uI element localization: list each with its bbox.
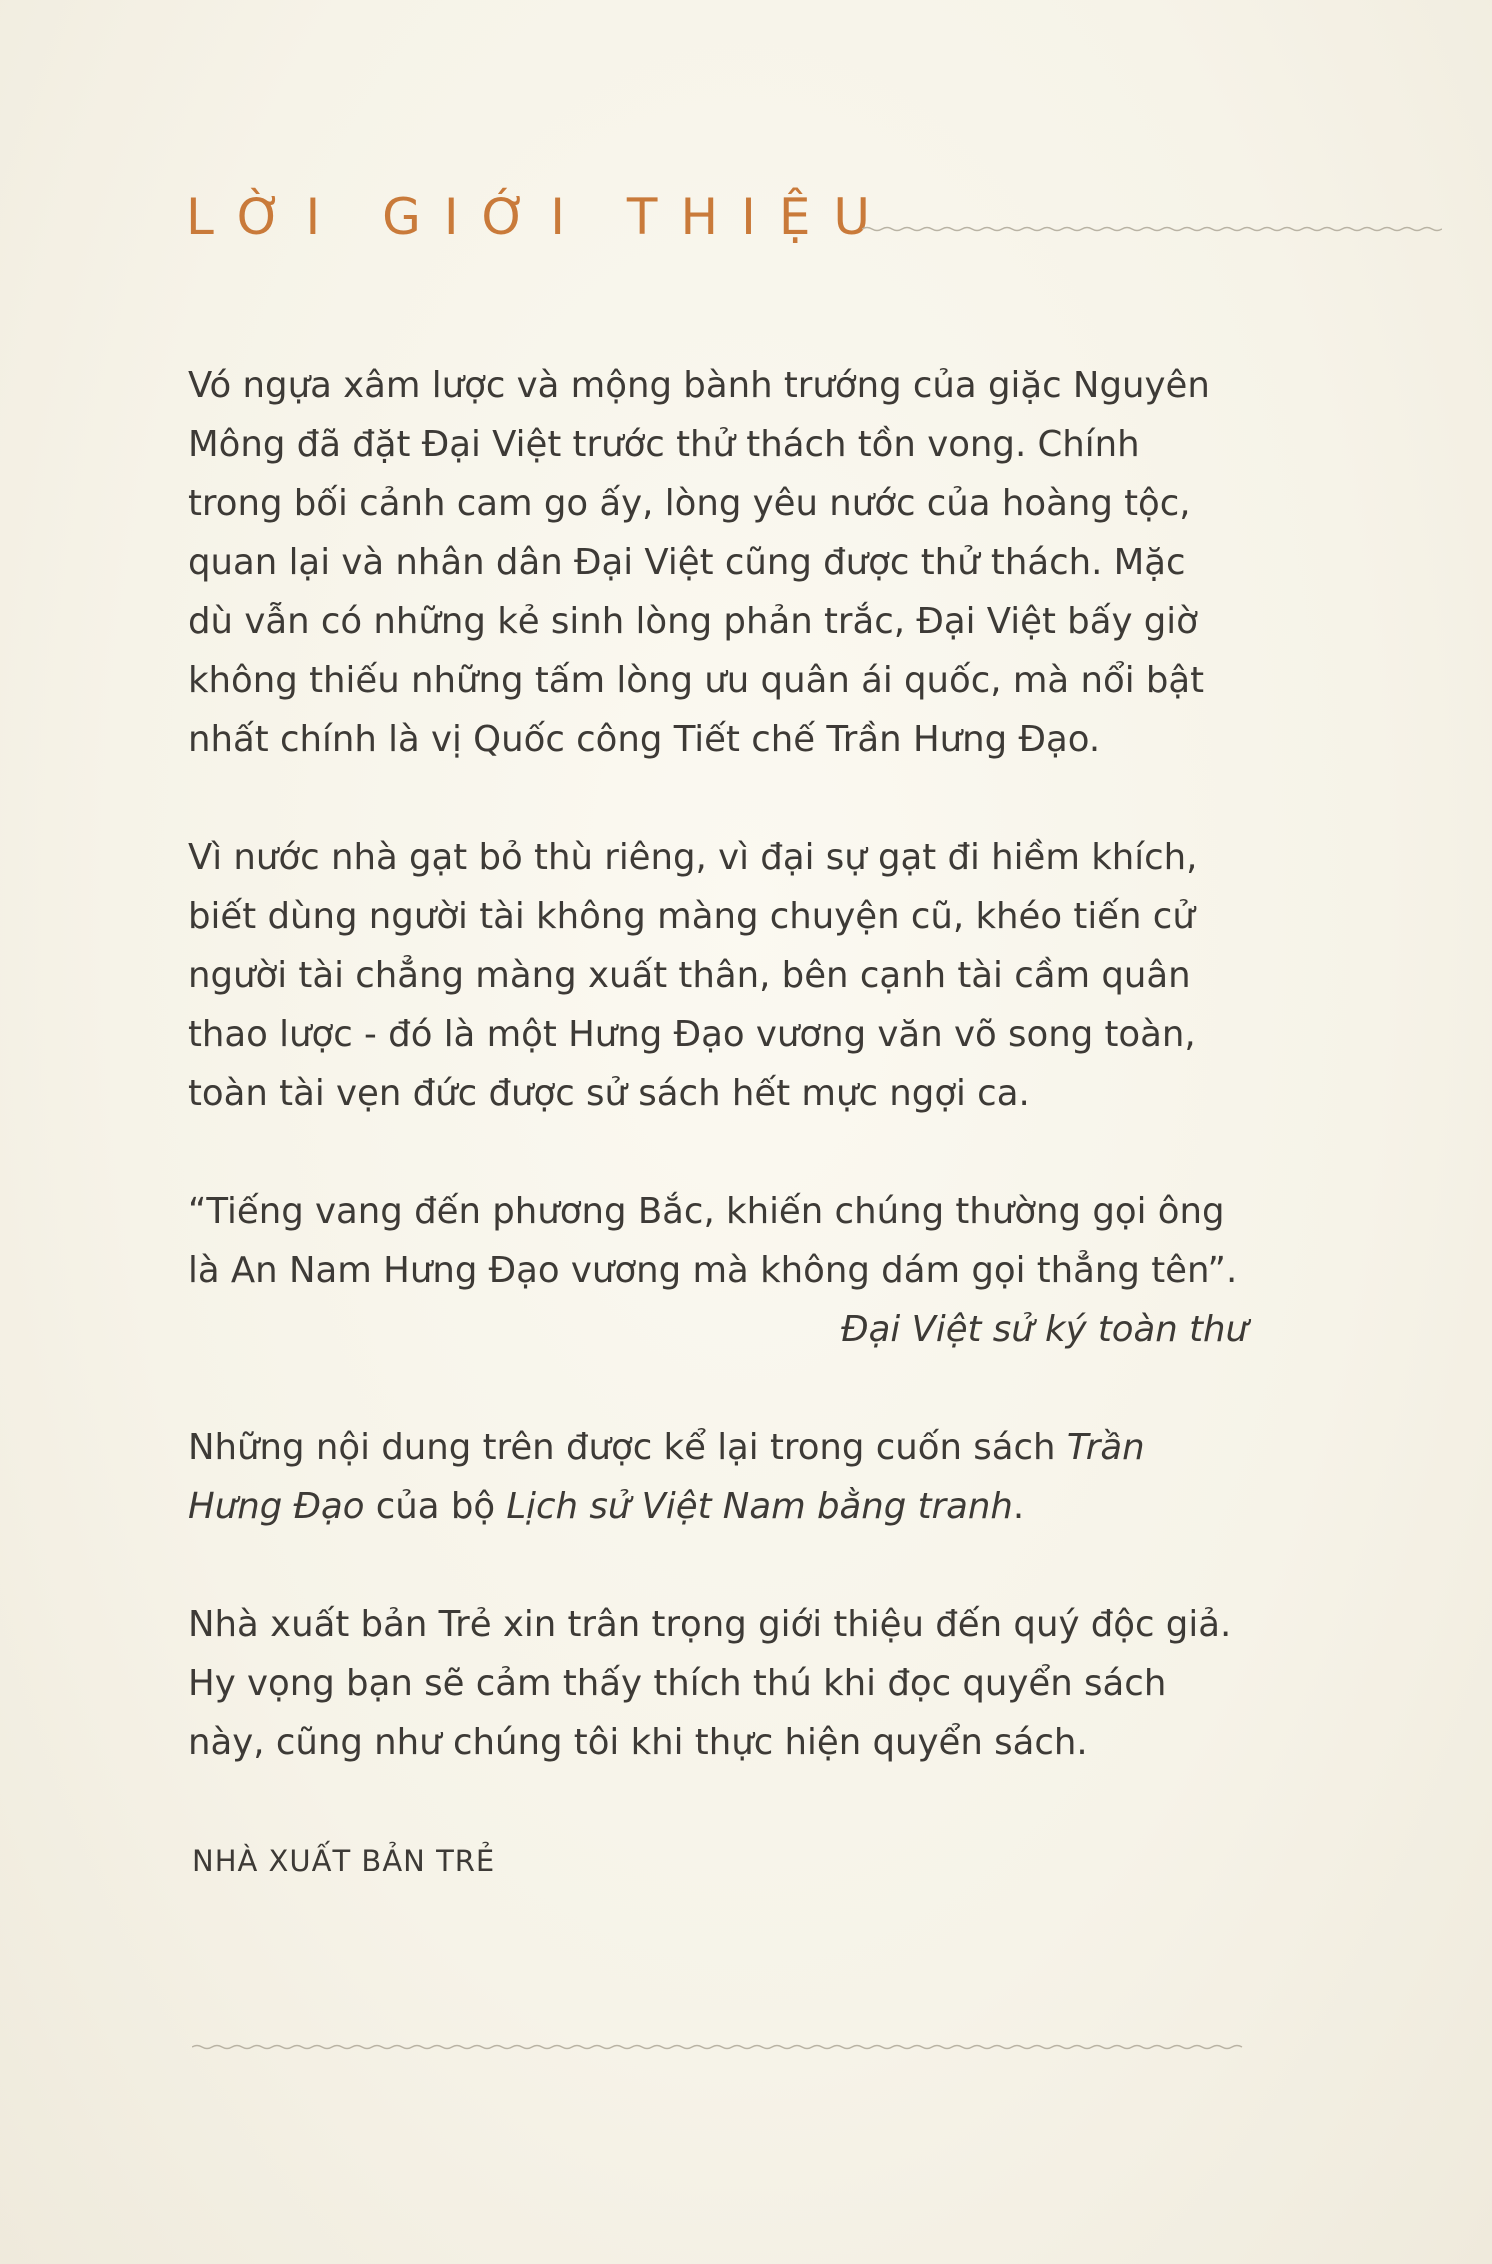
text-line: thao lược - đó là một Hưng Đạo vương văn võ song toàn, xyxy=(188,1014,1196,1055)
quote-line: là An Nam Hưng Đạo vương mà không dám gọi thẳng tên”. xyxy=(188,1250,1238,1291)
paragraph-closing xyxy=(188,1595,1248,1772)
body-text xyxy=(188,356,1248,1831)
text-line: Hy vọng bạn sẽ cảm thấy thích thú khi đọc quyển sách xyxy=(188,1663,1167,1704)
paragraph-quote xyxy=(188,1182,1248,1359)
text-line: Mông đã đặt Đại Việt trước thử thách tồn vong. Chính xyxy=(188,424,1140,465)
paragraph-book-reference xyxy=(188,1418,1248,1536)
text-line: biết dùng người tài không màng chuyện cũ, khéo tiến cử xyxy=(188,896,1195,937)
page-title: LỜI GIỚI THIỆU xyxy=(186,188,894,246)
text-line: không thiếu những tấm lòng ưu quân ái quốc, mà nổi bật xyxy=(188,660,1205,701)
text-line: nhất chính là vị Quốc công Tiết chế Trần Hưng Đạo. xyxy=(188,719,1101,760)
text-line: này, cũng như chúng tôi khi thực hiện quyển sách. xyxy=(188,1722,1088,1763)
quote-line: “Tiếng vang đến phương Bắc, khiến chúng thường gọi ông xyxy=(188,1191,1225,1232)
text-line: Vì nước nhà gạt bỏ thù riêng, vì đại sự gạt đi hiềm khích, xyxy=(188,837,1198,878)
text-segment: Những nội dung trên được kể lại trong cuốn sách xyxy=(188,1427,1067,1468)
text-line: dù vẫn có những kẻ sinh lòng phản trắc, Đại Việt bấy giờ xyxy=(188,601,1198,642)
text-segment: của bộ xyxy=(364,1486,507,1527)
text-segment: . xyxy=(1012,1486,1025,1527)
text-line: Nhà xuất bản Trẻ xin trân trọng giới thiệu đến quý độc giả. xyxy=(188,1604,1232,1645)
text-line xyxy=(188,1477,1248,1536)
paragraph-virtues xyxy=(188,828,1248,1123)
text-line: Vó ngựa xâm lược và mộng bành trướng của giặc Nguyên xyxy=(188,365,1210,406)
bottom-wavy-rule xyxy=(192,2044,1250,2050)
book-title-part: Trần xyxy=(1066,1427,1145,1468)
text-line: người tài chẳng màng xuất thân, bên cạnh tài cầm quân xyxy=(188,955,1191,996)
heading-row xyxy=(186,182,1256,252)
text-line: quan lại và nhân dân Đại Việt cũng được thử thách. Mặc xyxy=(188,542,1186,583)
publisher-signature: NHÀ XUẤT BẢN TRẺ xyxy=(192,1844,496,1878)
quote-source: Đại Việt sử ký toàn thư xyxy=(841,1309,1248,1350)
text-line: trong bối cảnh cam go ấy, lòng yêu nước của hoàng tộc, xyxy=(188,483,1191,524)
text-line xyxy=(188,1418,1248,1477)
book-title-part: Hưng Đạo xyxy=(188,1486,365,1527)
heading-wavy-rule xyxy=(862,226,1442,232)
text-line: toàn tài vẹn đức được sử sách hết mực ngợi ca. xyxy=(188,1073,1030,1114)
series-title: Lịch sử Việt Nam bằng tranh xyxy=(506,1486,1013,1527)
paragraph-intro xyxy=(188,356,1248,769)
